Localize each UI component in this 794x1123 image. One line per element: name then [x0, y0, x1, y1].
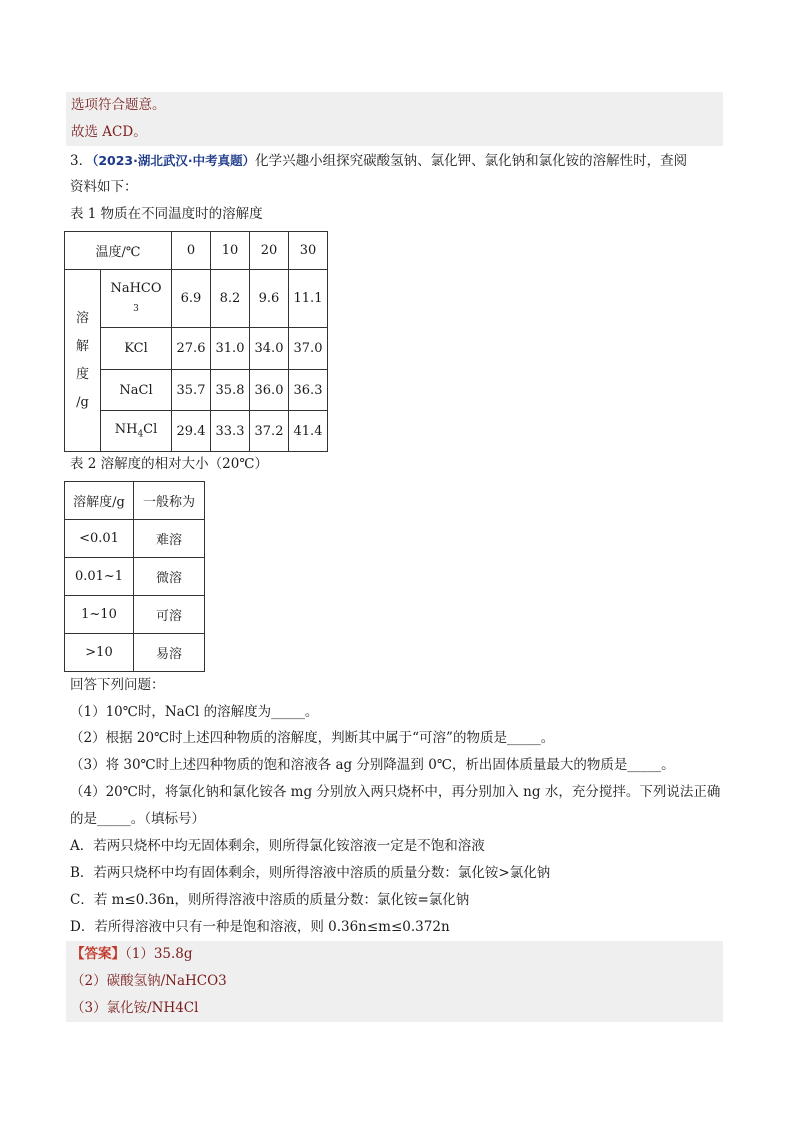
prev-answer-line-1: 选项符合题意。 [66, 92, 723, 119]
table1-temp: 10 [211, 232, 250, 270]
table1-temp: 0 [172, 232, 211, 270]
table1-substance: $NH_4Cl$ [101, 411, 172, 452]
table2-cell: 0.01~1 [65, 558, 134, 596]
table1-cell: 27.6 [172, 328, 211, 370]
subquestion-4-line-2: 的是_____。（填标号） [70, 811, 205, 827]
table1-temp: 20 [250, 232, 289, 270]
solubility-table [64, 231, 328, 452]
option-a: A．若两只烧杯中均无固体剩余，则所得氯化铵溶液一定是不饱和溶液 [70, 838, 485, 854]
answer-label: 【答案】 [71, 946, 125, 962]
table2-cell: 易溶 [134, 634, 205, 672]
table2-cell: 可溶 [134, 596, 205, 634]
question-stem-text: 化学兴趣小组探究碳酸氢钠、氯化钾、氯化钠和氯化铵的溶解性时，查阅 [255, 153, 688, 169]
table1-cell: 31.0 [211, 328, 250, 370]
table2-cell: 1~10 [65, 596, 134, 634]
answer-line-2: （2）碳酸氢钠/NaHCO3 [66, 968, 723, 995]
table1-cell: 37.2 [250, 411, 289, 452]
option-c: C．若 m≤0.36n，则所得溶液中溶质的质量分数：氯化铵=氯化钠 [70, 892, 470, 908]
question-source: （2023·湖北武汉·中考真题） [92, 153, 256, 168]
table1-row-group-label: 溶 解 度 /g [65, 270, 101, 452]
answer-line-1 [66, 941, 723, 968]
table1-substance: KCl [101, 328, 172, 370]
answer-line-3: （3）氯化铵/NH4Cl [66, 995, 723, 1022]
table2-caption: 表 2 溶解度的相对大小（20℃） [70, 456, 268, 472]
question-stem-line-1 [70, 147, 723, 174]
table2-cell: >10 [65, 634, 134, 672]
table1-cell: 33.3 [211, 411, 250, 452]
table1-cell: 35.7 [172, 370, 211, 411]
subquestion-3: （3）将 30℃时上述四种物质的饱和溶液各 ag 分别降温到 0℃，析出固体质量最大的物质是_____。 [70, 757, 675, 773]
table1-cell: 41.4 [289, 411, 328, 452]
subquestion-2: （2）根据 20℃时上述四种物质的溶解度，判断其中属于“可溶”的物质是_____。 [70, 730, 555, 746]
table2-header: 一般称为 [134, 482, 205, 520]
table2-cell: <0.01 [65, 520, 134, 558]
table1-caption: 表 1 物质在不同温度时的溶解度 [70, 206, 263, 222]
table1-cell: 35.8 [211, 370, 250, 411]
question-number: 3． [70, 153, 93, 169]
subquestions-intro: 回答下列问题： [70, 677, 165, 693]
table1-header-label: 温度/℃ [65, 232, 172, 270]
table1-cell: 37.0 [289, 328, 328, 370]
table1-temp: 30 [289, 232, 328, 270]
option-b: B．若两只烧杯中均有固体剩余，则所得溶液中溶质的质量分数：氯化铵>氯化钠 [70, 865, 551, 881]
table1-cell: 29.4 [172, 411, 211, 452]
table1-cell: 34.0 [250, 328, 289, 370]
table2-header: 溶解度/g [65, 482, 134, 520]
table2-cell: 难溶 [134, 520, 205, 558]
table1-substance: NaHCO 3 [101, 270, 172, 328]
table1-cell: 11.1 [289, 270, 328, 328]
table1-cell: 36.3 [289, 370, 328, 411]
table1-cell: 36.0 [250, 370, 289, 411]
subquestion-1: （1）10℃时，NaCl 的溶解度为_____。 [70, 704, 319, 720]
table1-substance: NaCl [101, 370, 172, 411]
table1-cell: 8.2 [211, 270, 250, 328]
prev-answer-line-2: 故选 ACD。 [66, 119, 723, 146]
question-stem-line-2: 资料如下： [70, 179, 138, 195]
relative-solubility-table [64, 481, 205, 672]
table2-cell: 微溶 [134, 558, 205, 596]
table1-cell: 6.9 [172, 270, 211, 328]
subquestion-4-line-1: （4）20℃时，将氯化钠和氯化铵各 mg 分别放入两只烧杯中，再分别加入 ng 水，充分搅拌。下列说法正确 [70, 784, 721, 800]
table1-cell: 9.6 [250, 270, 289, 328]
answer-1: （1）35.8g [125, 946, 193, 962]
option-d: D．若所得溶液中只有一种是饱和溶液，则 0.36n≤m≤0.372n [70, 919, 450, 935]
